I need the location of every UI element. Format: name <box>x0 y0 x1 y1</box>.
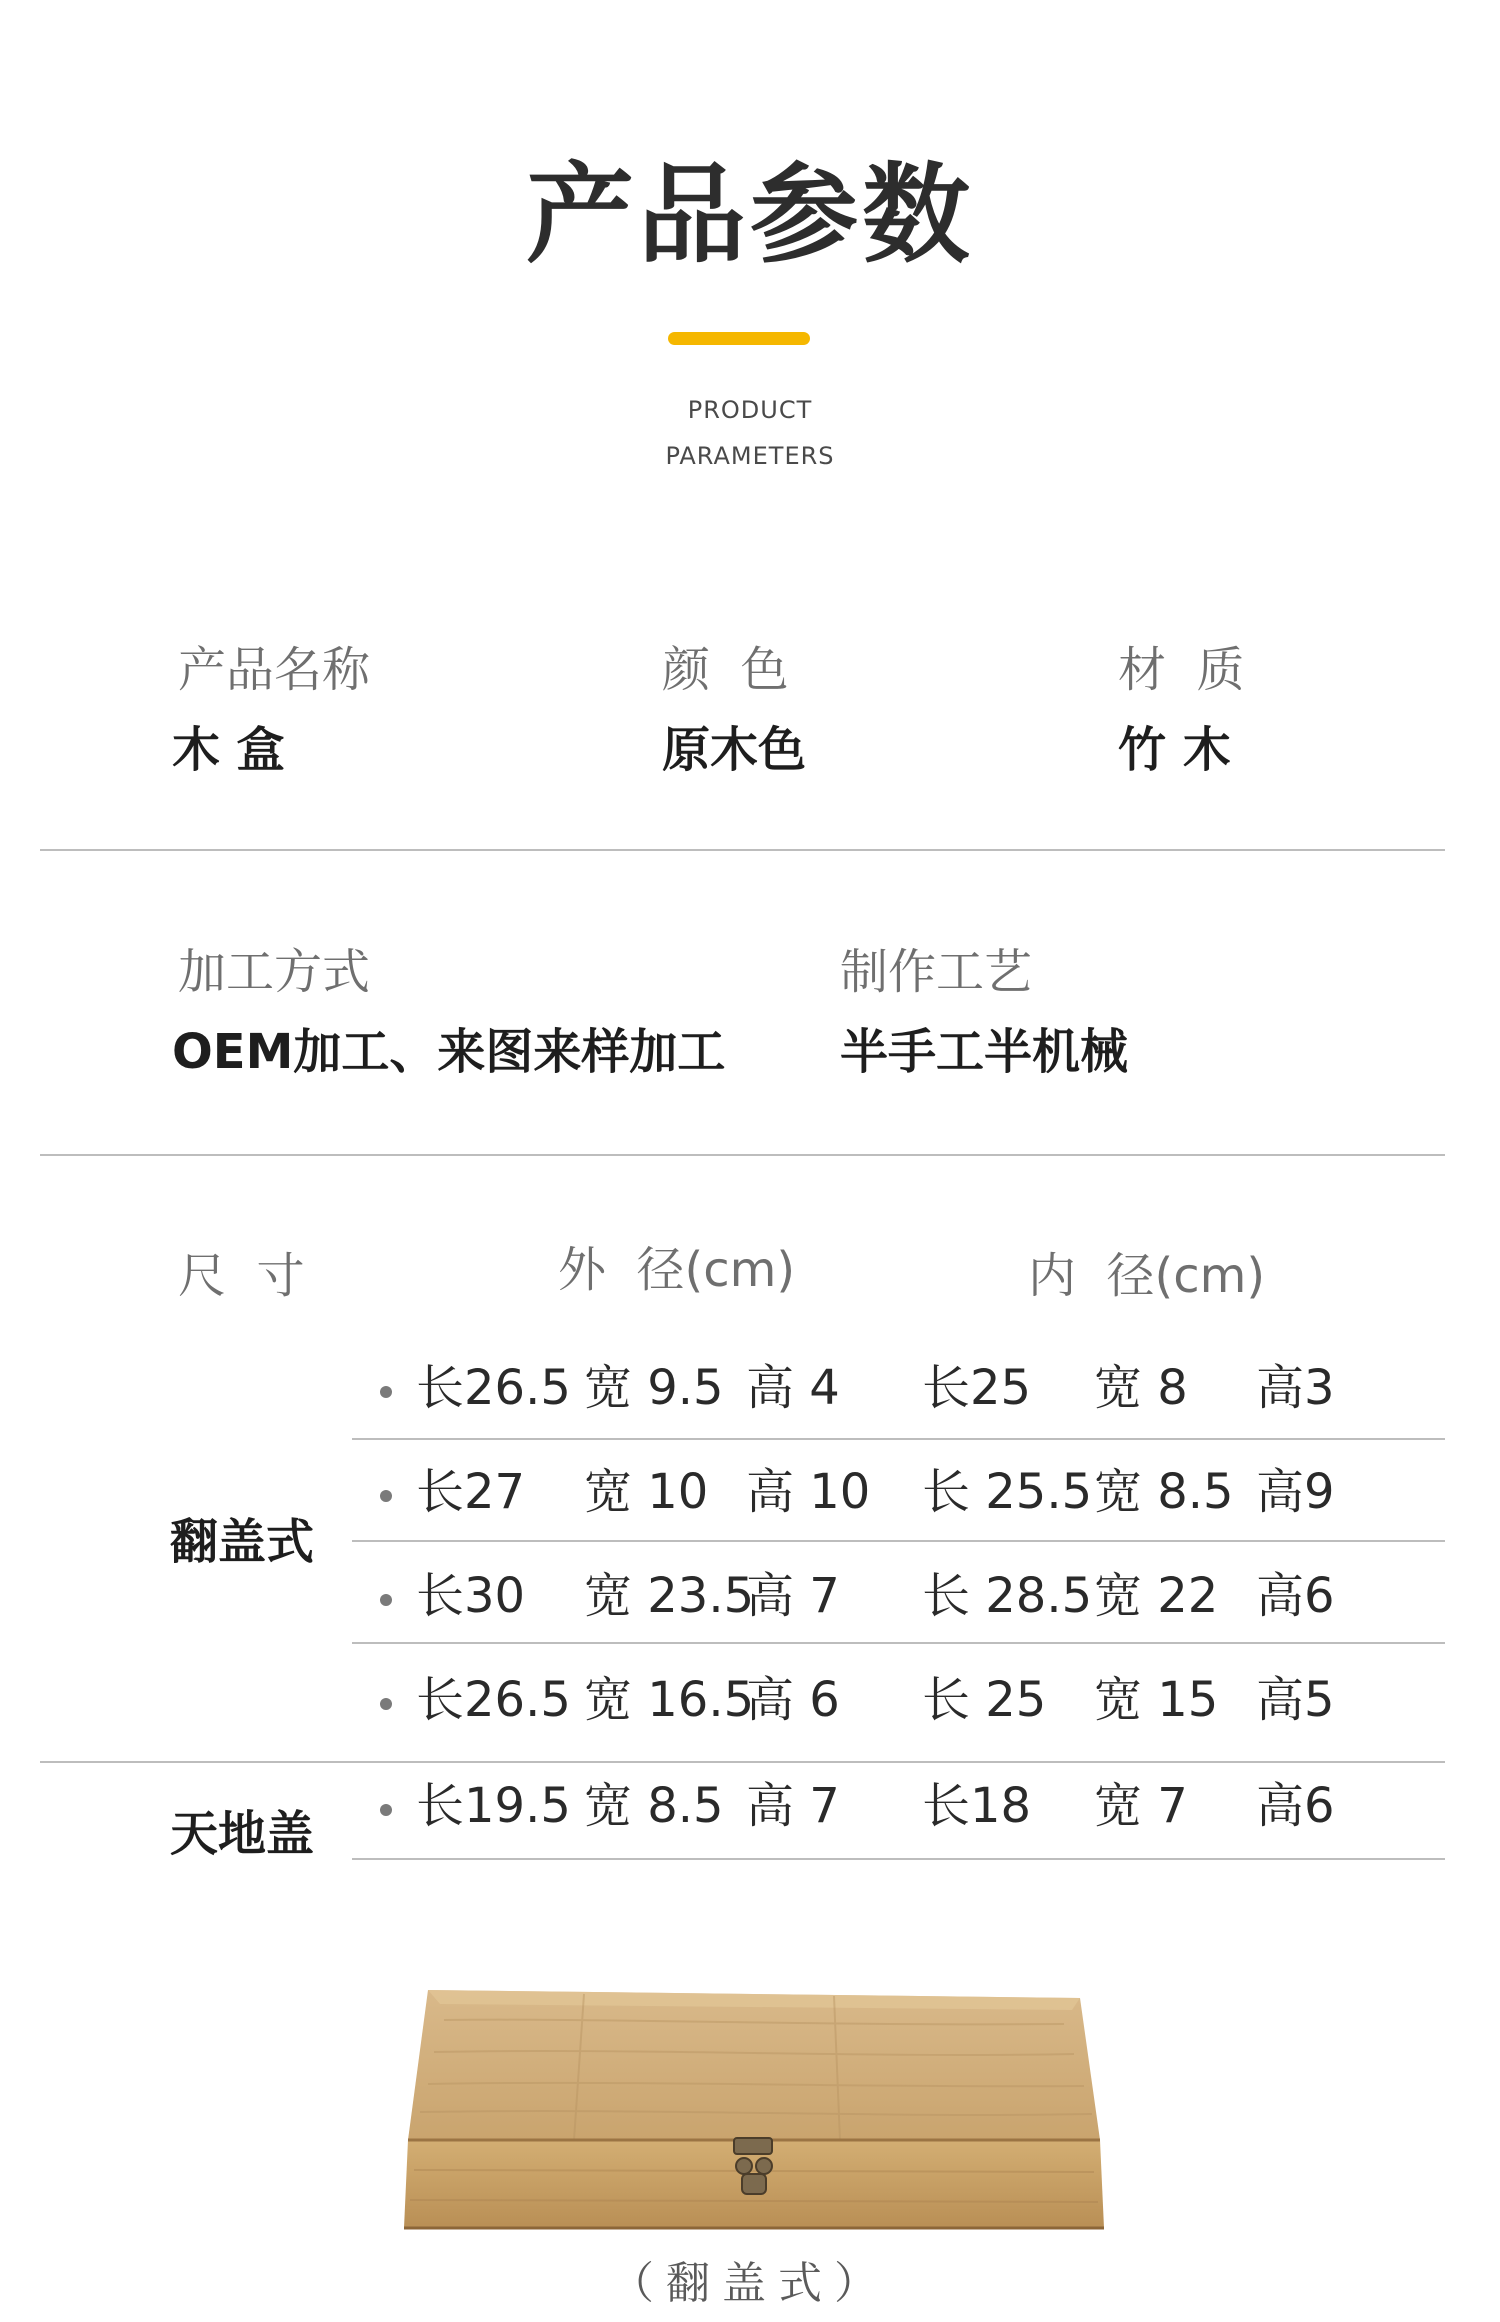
spec-label-color: 颜 色 <box>662 642 789 698</box>
inner-width: 宽 8 <box>1094 1360 1188 1416</box>
title-underline <box>668 332 810 345</box>
row-divider <box>352 1858 1445 1860</box>
outer-width: 宽 8.5 <box>584 1778 724 1834</box>
outer-length: 长26.5 <box>416 1360 571 1416</box>
spec-value-name: 木 盒 <box>172 722 285 778</box>
group-label-lid-and-base: 天地盖 <box>170 1806 315 1862</box>
bullet-icon <box>380 1490 392 1502</box>
spec-label-name: 产品名称 <box>178 642 371 698</box>
inner-width: 宽 22 <box>1094 1568 1219 1624</box>
outer-height: 高 10 <box>746 1464 871 1520</box>
divider <box>40 1154 1445 1156</box>
spec-value-craft: 半手工半机械 <box>840 1024 1129 1080</box>
table-row <box>352 1446 1445 1542</box>
row-divider <box>352 1642 1445 1644</box>
outer-width: 宽 10 <box>584 1464 709 1520</box>
outer-diameter-header: 外 径(cm) <box>558 1242 796 1298</box>
outer-width: 宽 9.5 <box>584 1360 724 1416</box>
inner-length: 长 25.5 <box>922 1464 1093 1520</box>
spec-label-craft: 制作工艺 <box>840 944 1033 1000</box>
inner-height: 高6 <box>1256 1568 1335 1624</box>
bullet-icon <box>380 1698 392 1710</box>
bamboo-box-image <box>404 1990 1104 2242</box>
subtitle-line-2: PARAMETERS <box>665 442 835 470</box>
inner-height: 高5 <box>1256 1672 1335 1728</box>
inner-height: 高6 <box>1256 1778 1335 1834</box>
spec-label-material: 材 质 <box>1118 642 1245 698</box>
outer-length: 长27 <box>416 1464 526 1520</box>
outer-length: 长19.5 <box>416 1778 571 1834</box>
spec-label-processing: 加工方式 <box>178 944 371 1000</box>
inner-width: 宽 8.5 <box>1094 1464 1234 1520</box>
spec-value-processing: OEM加工、来图来样加工 <box>172 1024 726 1080</box>
inner-length: 长 25 <box>922 1672 1047 1728</box>
divider <box>40 849 1445 851</box>
inner-length: 长25 <box>922 1360 1032 1416</box>
outer-height: 高 4 <box>746 1360 840 1416</box>
page-title: 产品参数 <box>525 153 974 278</box>
group-label-flip-lid: 翻盖式 <box>170 1514 315 1570</box>
table-row <box>352 1550 1445 1646</box>
spec-value-material: 竹 木 <box>1118 722 1231 778</box>
table-row <box>352 1760 1445 1856</box>
outer-height: 高 7 <box>746 1568 840 1624</box>
outer-height: 高 7 <box>746 1778 840 1834</box>
image-caption: （翻盖式） <box>610 2258 890 2309</box>
outer-width: 宽 23.5 <box>584 1568 755 1624</box>
row-divider <box>352 1438 1445 1440</box>
outer-height: 高 6 <box>746 1672 840 1728</box>
row-divider <box>352 1540 1445 1542</box>
subtitle-line-1: PRODUCT <box>687 396 813 424</box>
outer-length: 长30 <box>416 1568 526 1624</box>
bullet-icon <box>380 1594 392 1606</box>
bullet-icon <box>380 1386 392 1398</box>
size-label: 尺 寸 <box>178 1248 305 1304</box>
table-row <box>352 1654 1445 1750</box>
inner-diameter-header: 内 径(cm) <box>1028 1248 1266 1304</box>
outer-length: 长26.5 <box>416 1672 571 1728</box>
outer-width: 宽 16.5 <box>584 1672 755 1728</box>
inner-width: 宽 7 <box>1094 1778 1188 1834</box>
inner-height: 高3 <box>1256 1360 1335 1416</box>
bullet-icon <box>380 1804 392 1816</box>
inner-length: 长18 <box>922 1778 1032 1834</box>
spec-value-color: 原木色 <box>662 722 807 778</box>
inner-width: 宽 15 <box>1094 1672 1219 1728</box>
inner-height: 高9 <box>1256 1464 1335 1520</box>
table-row <box>352 1342 1445 1438</box>
inner-length: 长 28.5 <box>922 1568 1093 1624</box>
